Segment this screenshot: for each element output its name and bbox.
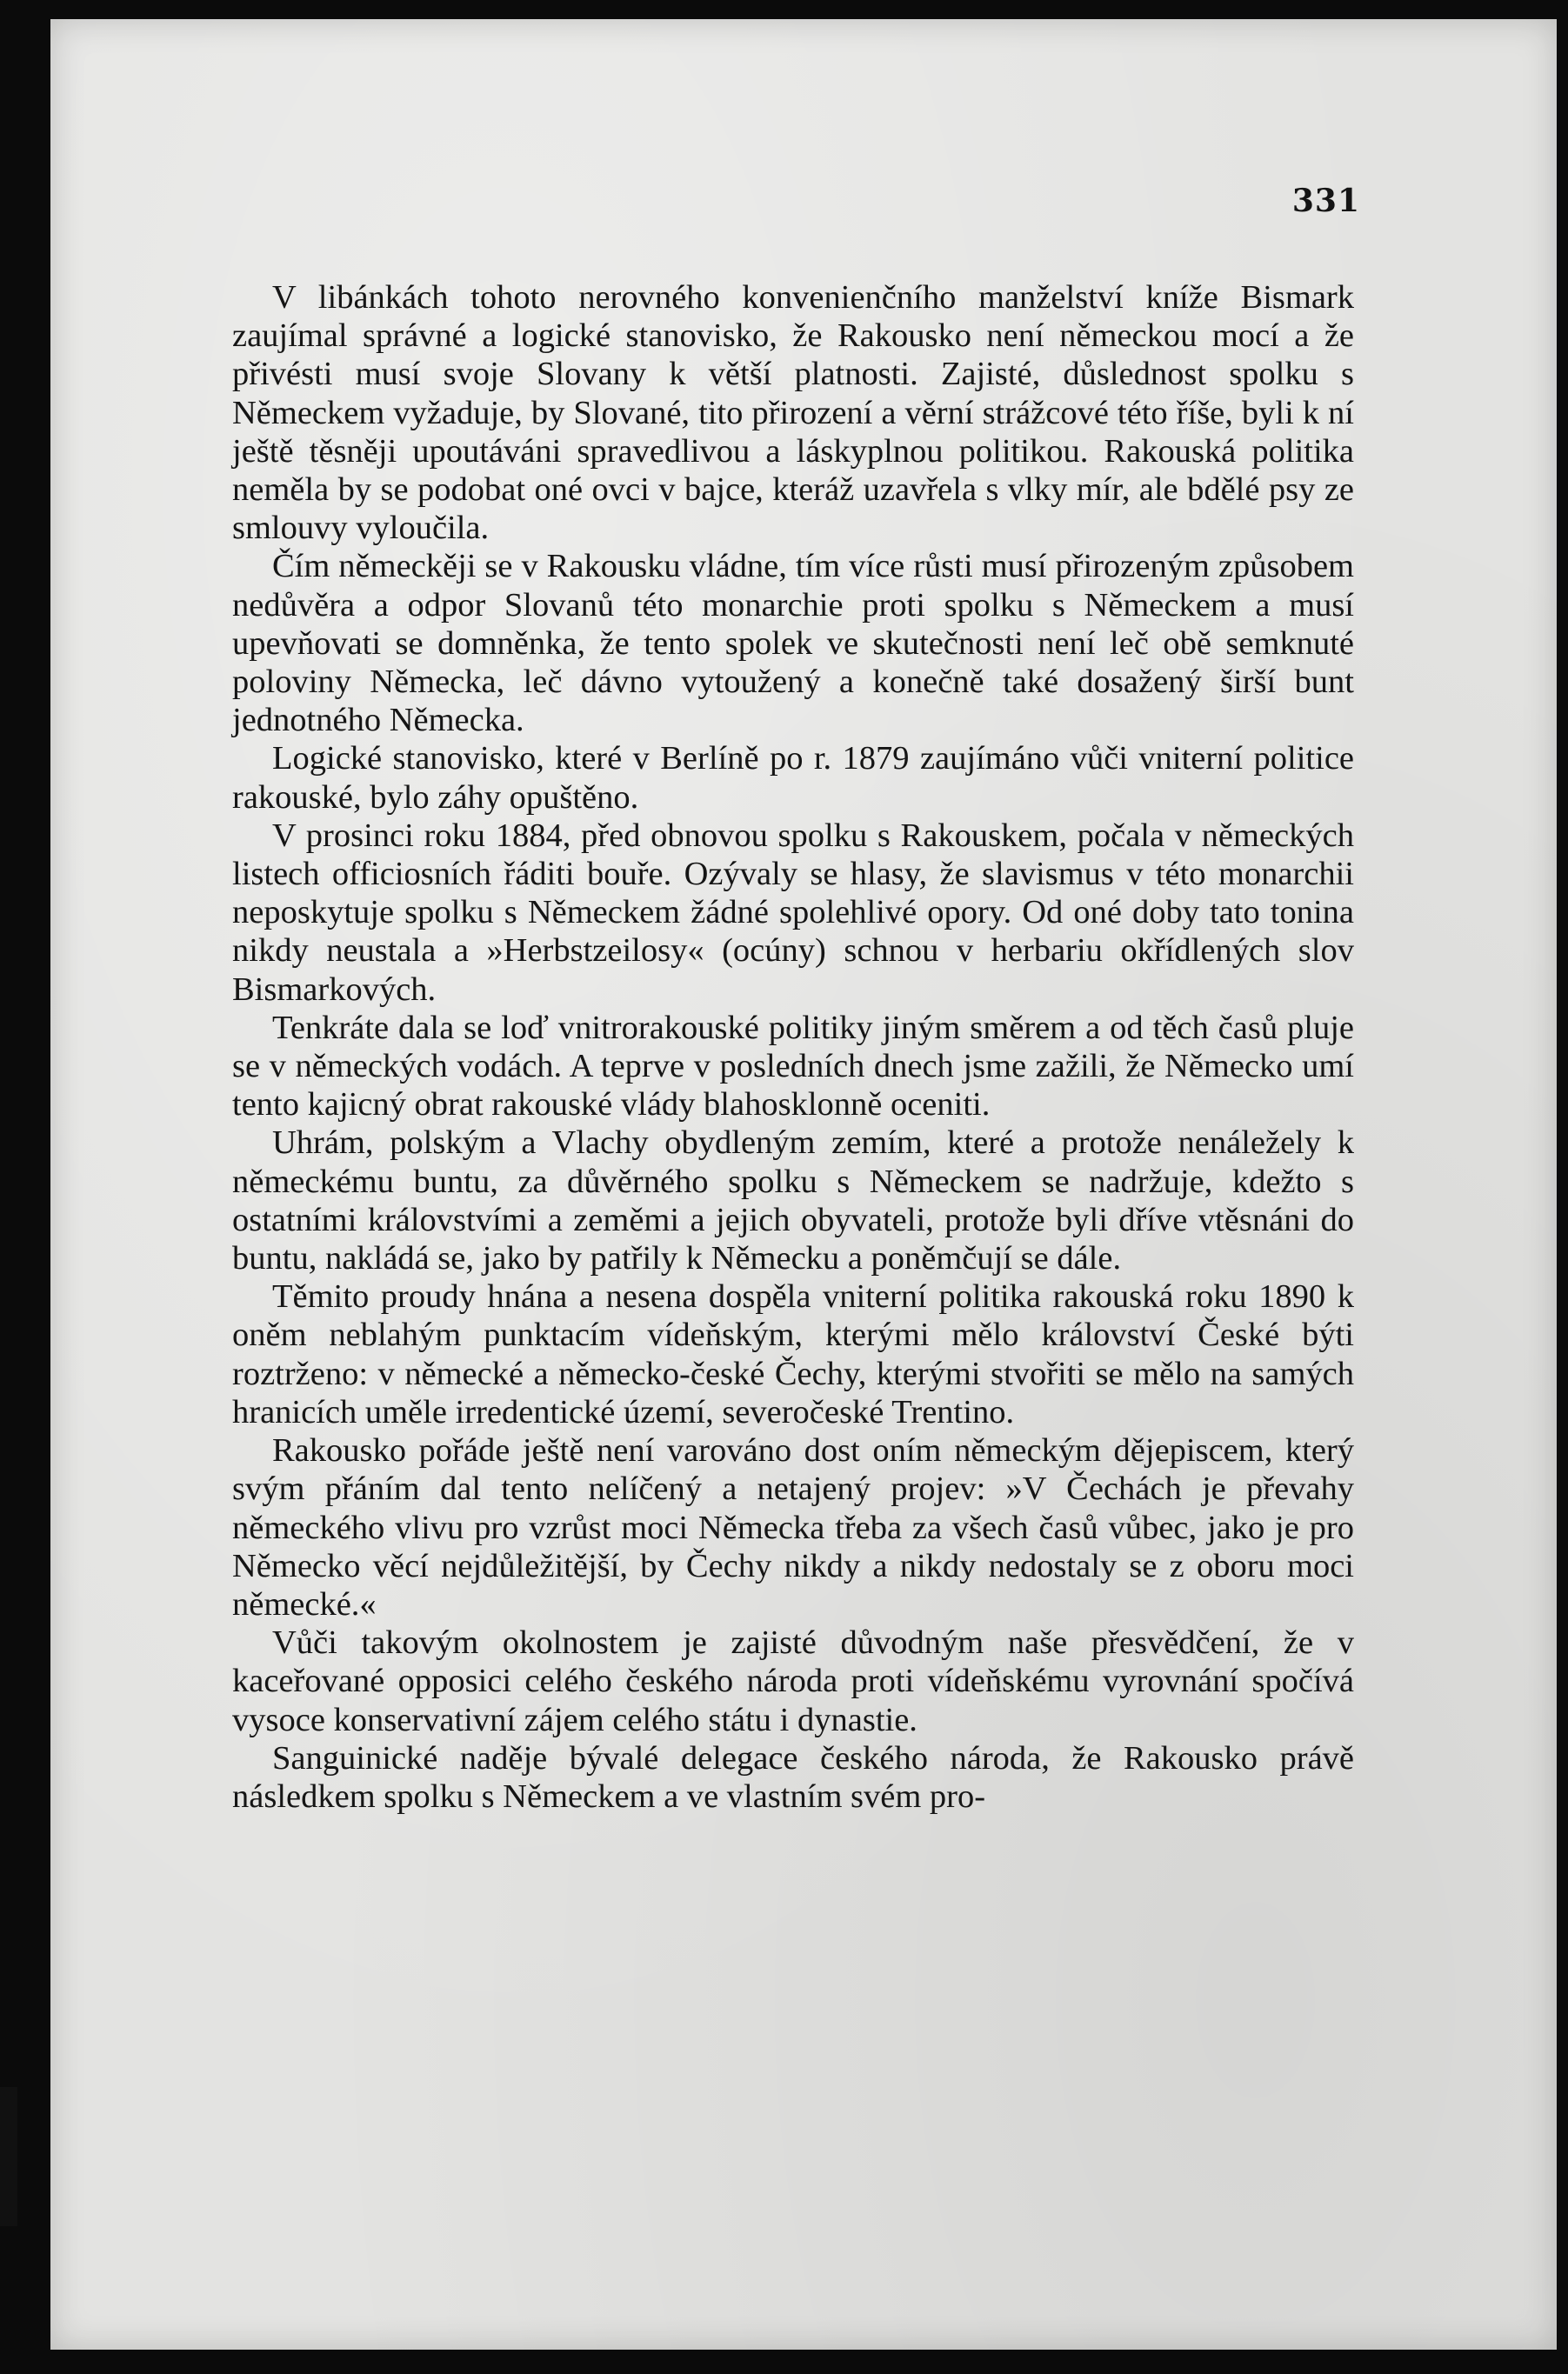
paragraph-10: Sanguinické naděje bývalé delegace českého národa, že Rakousko právě následkem spolku s Německem a ve vlastním svém pro- xyxy=(232,1739,1354,1815)
paragraph-4: V prosinci roku 1884, před obnovou spolku s Rakouskem, počala v německých listech officiosních řáditi bouře. Ozývaly se hlasy, že slavismus v této monarchii neposkytuje spolku s Německem žádné spolehlivé opory. Od oné doby tato tonina nikdy neustala a »Herbstzeilosy« (ocúny) schnou v herbariu okřídlených slov Bismarkových. xyxy=(232,817,1354,1008)
binding-mark xyxy=(0,2087,17,2226)
paragraph-7: Těmito proudy hnána a nesena dospěla vniterní politika rakouská roku 1890 k oněm neblahým punktacím vídeňským, kterými mělo království České býti roztrženo: v německé a německo-české Čechy, kterými stvořiti se mělo na samých hranicích uměle irredentické území, severočeské Trentino. xyxy=(232,1278,1354,1430)
paragraph-1: V libánkách tohoto nerovného konvenienčního manželství kníže Bismark zaujímal správné a logické stanovisko, že Rakousko není německou mocí a že přivésti musí svoje Slovany k větší platnosti. Zajisté, důslednost spolku s Německem vyžaduje, by Slované, tito přirození a věrní strážcové této říše, byli k ní ještě těsněji upoutáváni spravedlivou a láskyplnou politikou. Rakouská politika neměla by se podobat oné ovci v bajce, kteráž uzavřela s vlky mír, ale bdělé psy ze smlouvy vyloučila. xyxy=(232,279,1354,547)
body-text xyxy=(232,278,1354,1816)
page-number: 331 xyxy=(1291,183,1360,219)
paragraph-9: Vůči takovým okolnostem je zajisté důvodným naše přesvědčení, že v kaceřované opposici celého českého národa proti vídeňskému vyrovnání spočívá vysoce konservativní zájem celého státu i dynastie. xyxy=(232,1624,1354,1738)
paragraph-5: Tenkráte dala se loď vnitrorakouské politiky jiným směrem a od těch časů pluje se v německých vodách. A teprve v posledních dnech jsme zažili, že Německo umí tento kajicný obrat rakouské vlády blahosklonně oceniti. xyxy=(232,1009,1354,1124)
paragraph-2: Čím německěji se v Rakousku vládne, tím více růsti musí přirozeným způsobem nedůvěra a odpor Slovanů této monarchie proti spolku s Německem a musí upevňovati se domněnka, že tento spolek ve skutečnosti není leč obě semknuté poloviny Německa, leč dávno vytoužený a konečně také dosažený širší bunt jednotného Německa. xyxy=(232,548,1354,739)
book-page xyxy=(50,19,1557,2350)
paragraph-6: Uhrám, polským a Vlachy obydleným zemím, které a protože nenáležely k německému buntu, za důvěrného spolku s Německem se nadržuje, kdežto s ostatními královstvími a zeměmi a jejich obyvateli, protože byli dříve vtěsnáni do buntu, nakládá se, jako by patřily k Německu a poněmčují se dále. xyxy=(232,1124,1354,1277)
paragraph-3: Logické stanovisko, které v Berlíně po r. 1879 zaujímáno vůči vniterní politice rakouské, bylo záhy opuštěno. xyxy=(232,740,1354,816)
paragraph-8: Rakousko pořáde ještě není varováno dost oním německým dějepiscem, který svým přáním dal tento nelíčený a netajený projev: »V Čechách je převahy německého vlivu pro vzrůst moci Německa třeba za všech časů vůbec, jako je pro Německo věcí nejdůležitější, by Čechy nikdy a nikdy nedostaly se z oboru moci německé.« xyxy=(232,1432,1354,1623)
